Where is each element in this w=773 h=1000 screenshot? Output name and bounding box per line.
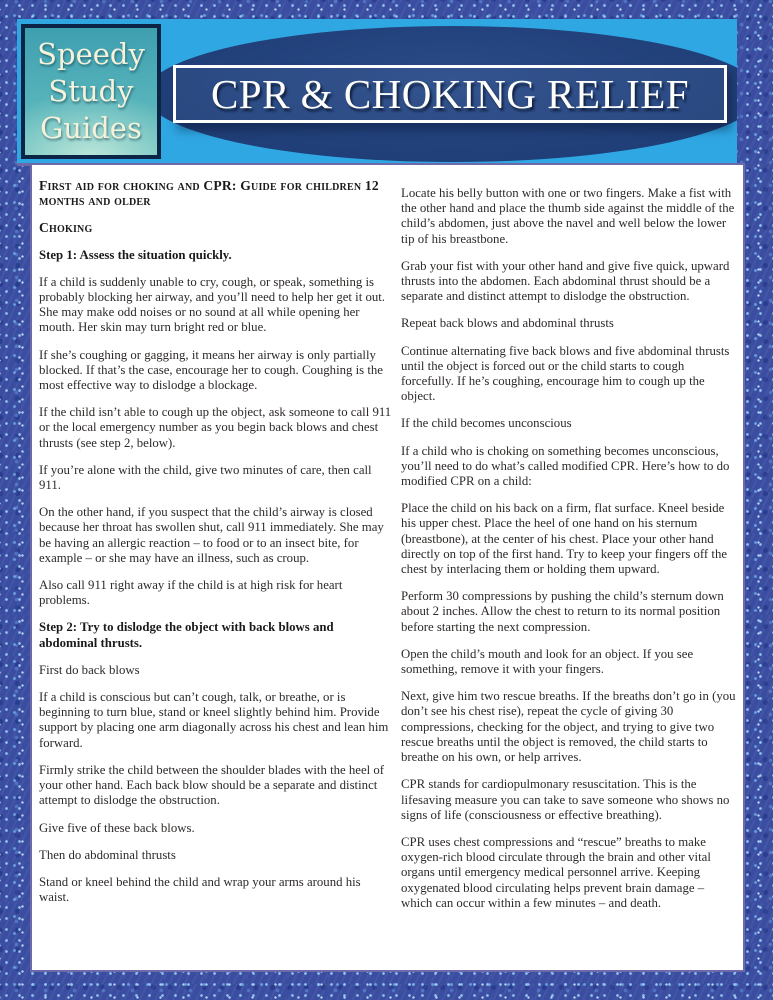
- paragraph-normal: If a child who is choking on something becomes unconscious, you’ll need to do what’s called modified CPR. Here’s how to do modified CPR on a child:: [401, 443, 730, 489]
- paragraph-normal: Open the child’s mouth and look for an object. If you see something, remove it with your fingers.: [401, 646, 694, 677]
- paragraph-normal: If the child isn’t able to cough up the object, ask someone to call 911 or the local emergency number as you begin back blows and chest thrusts (see step 2, below).: [39, 405, 392, 450]
- brand-line-2: Study: [48, 74, 134, 108]
- paragraph-normal: Repeat back blows and abdominal thrusts: [401, 316, 614, 331]
- paragraph-normal: Then do abdominal thrusts: [39, 847, 176, 862]
- paragraph-normal: If the child becomes unconscious: [401, 416, 572, 431]
- paragraph-normal: If a child is suddenly unable to cry, cough, or speak, something is probably blocking her airway, and you’ll need to help her get it out. She may make odd noises or no sound at all while opening her mouth. Her skin may turn bright red or blue.: [39, 274, 386, 335]
- brand-logo: [21, 24, 161, 159]
- paragraph-normal: If she’s coughing or gagging, it means her airway is only partially blocked. If that’s the case, encourage her to cough. Coughing is the most effective way to dislodge a blockage.: [39, 347, 383, 393]
- paragraph-bold: Step 1: Assess the situation quickly.: [39, 247, 232, 262]
- paragraph-normal: Locate his belly button with one or two fingers. Make a fist with the other hand and place the thumb side against the middle of the child’s abdomen, just above the navel and well below the lower tip of his breastbone.: [401, 186, 735, 246]
- paragraph-normal: CPR stands for cardiopulmonary resuscitation. This is the lifesaving measure you can take to save someone who shows no signs of life (consciousness or effective breathing).: [401, 777, 730, 822]
- paragraph-normal: First do back blows: [39, 662, 140, 677]
- right-column: [401, 178, 737, 962]
- paragraph-normal: Next, give him two rescue breaths. If the breaths don’t go in (you don’t see his chest rise), repeat the cycle of giving 30 compressions, checking for the object, and trying to give two rescue breaths until the object is removed, the child starts to breathe on his own, or help arrives.: [401, 689, 736, 765]
- brand-line-3: Guides: [40, 111, 142, 145]
- left-column: [39, 178, 392, 962]
- paragraph-normal: Perform 30 compressions by pushing the child’s sternum down about 2 inches. Allow the chest to return to its normal position before starting the next compression.: [401, 589, 724, 634]
- paragraph-normal: Stand or kneel behind the child and wrap your arms around his waist.: [39, 874, 361, 905]
- paragraph-normal: If you’re alone with the child, give two minutes of care, then call 911.: [39, 462, 372, 493]
- paragraph-normal: On the other hand, if you suspect that the child’s airway is closed because her throat has swollen shut, call 911 immediately. She may be having an allergic reaction – to food or to an insect bite, for example – or she may have an illness, such as croup.: [39, 505, 384, 565]
- paragraph-normal: Continue alternating five back blows and five abdominal thrusts until the object is forced out or the child starts to cough forcefully. If he’s coughing, encourage him to cough up the object.: [401, 343, 730, 404]
- title-frame: [173, 65, 727, 123]
- paragraph-bold: Step 2: Try to dislodge the object with back blows and abdominal thrusts.: [39, 620, 334, 650]
- paragraph-normal: Grab your fist with your other hand and give five quick, upward thrusts into the abdomen. Each abdominal thrust should be a separate and distinct attempt to dislodge the obstruction.: [401, 258, 730, 304]
- paragraph-normal: Firmly strike the child between the shoulder blades with the heel of your other hand. Each back blow should be a separate and distinct attempt to dislodge the obstruction.: [39, 762, 385, 808]
- paragraph-normal: Give five of these back blows.: [39, 820, 195, 835]
- paragraph-heading: Choking: [39, 220, 93, 236]
- paragraph-normal: Also call 911 right away if the child is at high risk for heart problems.: [39, 578, 343, 608]
- content-sheet: [30, 163, 745, 972]
- paragraph-normal: Place the child on his back on a firm, flat surface. Kneel beside his upper chest. Place the heel of one hand on his sternum (breastbone), at the center of his chest. Place your other hand directly on top of the first hand. Try to keep your fingers off the chest by interlacing them or holding them upward.: [401, 501, 728, 577]
- page-title: CPR & CHOKING RELIEF: [210, 70, 690, 117]
- paragraph-normal: CPR uses chest compressions and “rescue” breaths to make oxygen-rich blood circulate through the brain and other vital organs until emergency medical personnel arrive. Keeping oxygenated blood circulating helps prevent brain damage – which can occur within a few minutes – and death.: [401, 834, 711, 910]
- paragraph-normal: If a child is conscious but can’t cough, talk, or breathe, or is beginning to turn blue, stand or kneel slightly behind him. Provide support by placing one arm diagonally across his chest and lean him forward.: [39, 690, 389, 750]
- brand-line-1: Speedy: [37, 37, 145, 71]
- paragraph-heading: First aid for choking and CPR: Guide for children 12 months and older: [39, 178, 379, 209]
